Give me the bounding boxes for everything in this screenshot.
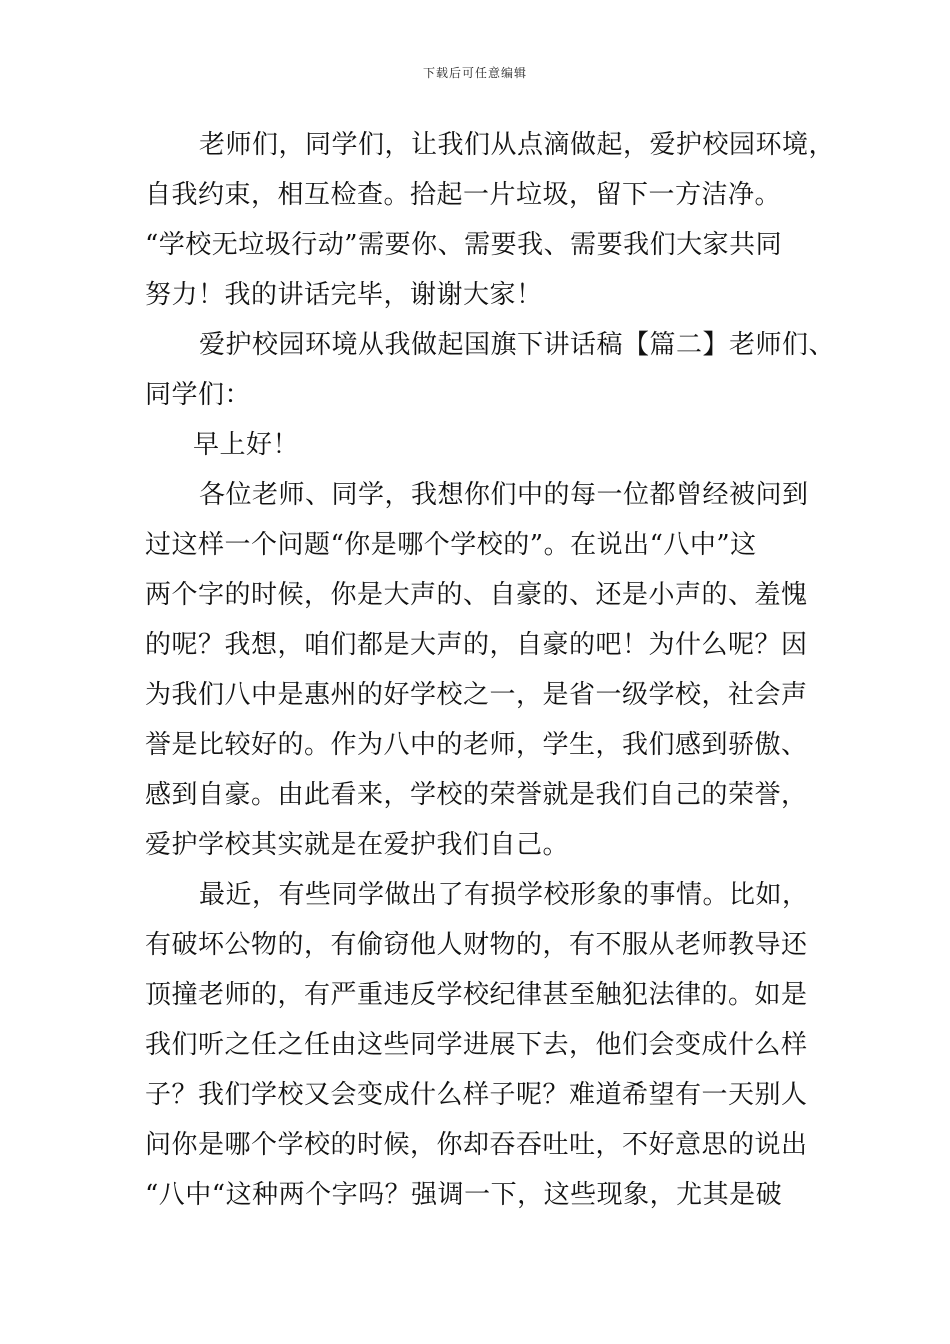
- paragraph-line: 我们听之任之任由这些同学进展下去，他们会变成什么样: [145, 1030, 808, 1060]
- paragraph-line: 为我们八中是惠州的好学校之一，是省一级学校，社会声: [145, 680, 808, 710]
- paragraph-line: “学校无垃圾行动”需要你、需要我、需要我们大家共同: [145, 230, 783, 260]
- greeting-line: 早上好！: [193, 430, 300, 460]
- paragraph-line: 有破坏公物的，有偷窃他人财物的，有不服从老师教导还: [145, 930, 808, 960]
- paragraph-line: 最近，有些同学做出了有损学校形象的事情。比如，: [199, 880, 809, 910]
- paragraph-line: 誉是比较好的。作为八中的老师，学生，我们感到骄傲、: [145, 730, 808, 760]
- paragraph-line: 各位老师、同学，我想你们中的每一位都曾经被问到: [199, 480, 809, 510]
- paragraph-line: 子？我们学校又会变成什么样子呢？难道希望有一天别人: [145, 1080, 808, 1110]
- document-body: [145, 120, 836, 1220]
- page-header-note: 下载后可任意编辑: [422, 66, 527, 80]
- paragraph-line: 老师们，同学们，让我们从点滴做起，爱护校园环境，: [199, 130, 836, 160]
- paragraph-line: 自我约束，相互检查。拾起一片垃圾，留下一方洁净。: [145, 180, 782, 210]
- paragraph-line: 感到自豪。由此看来，学校的荣誉就是我们自己的荣誉，: [145, 780, 808, 810]
- section-heading-line: 爱护校园环境从我做起国旗下讲话稿【篇二】老师们、: [199, 330, 836, 360]
- paragraph-line: “八中“这种两个字吗？强调一下，这些现象，尤其是破: [145, 1180, 783, 1210]
- paragraph-line: 爱护学校其实就是在爱护我们自己。: [145, 830, 570, 860]
- paragraph-line: 问你是哪个学校的时候，你却吞吞吐吐，不好意思的说出: [145, 1130, 808, 1160]
- salutation-line: 同学们：: [145, 380, 252, 410]
- paragraph-line: 顶撞老师的，有严重违反学校纪律甚至触犯法律的。如是: [145, 980, 808, 1010]
- paragraph-line: 过这样一个问题“你是哪个学校的”。在说出“八中”这: [145, 530, 757, 560]
- paragraph-line: 努力！我的讲话完毕，谢谢大家！: [145, 280, 543, 310]
- paragraph-line: 的呢？我想，咱们都是大声的，自豪的吧！为什么呢？因: [145, 630, 808, 660]
- paragraph-line: 两个字的时候，你是大声的、自豪的、还是小声的、羞愧: [145, 580, 808, 610]
